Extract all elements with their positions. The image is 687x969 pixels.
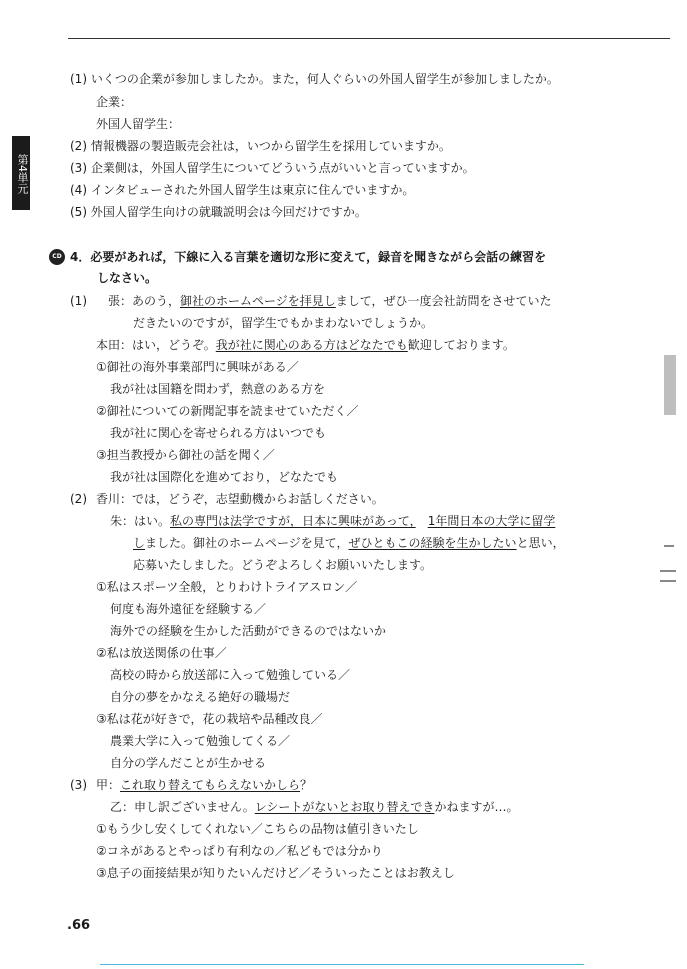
answer-label-students: 外国人留学生： <box>96 117 181 131</box>
top-rule <box>68 38 670 39</box>
scan-artifact <box>664 545 674 547</box>
answer-label-companies: 企業： <box>96 95 133 109</box>
question-4: (4) インタビューされた外国人留学生は東京に住んでいますか。 <box>70 183 415 197</box>
dialogue-3-line-2: 乙：申し訳ございません。レシートがないとお取り替えできかねますが…。 <box>110 800 519 814</box>
dialogue-1-option: ③担当教授から御社の話を聞く／ <box>96 448 275 462</box>
dialogue-2-option: 何度も海外遠征を経験する／ <box>110 602 267 616</box>
scan-artifact <box>664 355 676 415</box>
dialogue-2-option: ③私は花が好きで，花の栽培や品種改良／ <box>96 712 323 726</box>
dialogue-1-line-1: 張：あのう，御社のホームページを拝見しまして，ぜひ一度会社訪問をさせていた <box>108 294 552 308</box>
dialogue-1-line-3: 本田：はい，どうぞ。我が社に関心のある方はどなたでも歓迎しております。 <box>96 338 515 352</box>
dialogue-3-number: (3) <box>70 778 87 792</box>
dialogue-1-option: 我が社に関心を寄せられる方はいつでも <box>110 426 327 440</box>
dialogue-1-option: ①御社の海外事業部門に興味がある／ <box>96 360 299 374</box>
dialogue-2-option: ①私はスポーツ全般，とりわけトライアスロン／ <box>96 580 358 594</box>
dialogue-2-line-4: 応募いたしました。どうぞよろしくお願いいたします。 <box>133 558 433 572</box>
scan-artifact <box>660 580 676 582</box>
dialogue-2-number: (2) <box>70 492 87 506</box>
dialogue-2-line-3: しました。御社のホームページを見て，ぜひともこの経験を生かしたいと思い， <box>133 536 565 550</box>
dialogue-1-option: 我が社は国籍を問わず，熱意のある方を <box>110 382 326 396</box>
dialogue-3-option: ③息子の面接結果が知りたいんだけど／そういったことはお教えし <box>96 866 455 880</box>
scan-artifact <box>660 570 676 572</box>
dialogue-1-line-2: だきたいのですが，留学生でもかまわないでしょうか。 <box>133 316 434 330</box>
dialogue-2-option: ②私は放送関係の仕事／ <box>96 646 227 660</box>
dialogue-2-option: 自分の夢をかなえる絶好の職場だ <box>110 690 291 704</box>
dialogue-2-line-2: 朱：はい。私の専門は法学ですが，日本に興味があって， 1年間日本の大学に留学 <box>110 514 556 528</box>
dialogue-1-option: 我が社は国際化を進めており，どなたでも <box>110 470 339 484</box>
cd-audio-icon: CD <box>49 249 65 265</box>
question-3: (3) 企業側は，外国人留学生についてどういう点がいいと言っていますか。 <box>70 161 475 175</box>
bottom-rule <box>100 964 584 965</box>
dialogue-2-option: 海外での経験を生かした活動ができるのではないか <box>110 624 387 638</box>
dialogue-1-number: (1) <box>70 294 87 308</box>
dialogue-3-option: ②コネがあるとやっぱり有利なの／私どもでは分かり <box>96 844 383 858</box>
dialogue-2-line-1: 香川：では，どうぞ，志望動機からお話しください。 <box>96 492 384 506</box>
dialogue-2-option: 高校の時から放送部に入って勉強している／ <box>110 668 351 682</box>
question-5: (5) 外国人留学生向けの就職説明会は今回だけですか。 <box>70 205 367 219</box>
dialogue-3-option: ①もう少し安くしてくれない／こちらの品物は値引きいたし <box>96 822 419 836</box>
question-2: (2) 情報機器の製造販売会社は，いつから留学生を採用していますか。 <box>70 139 451 153</box>
dialogue-2-option: 農業大学に入って勉強してくる／ <box>110 734 291 748</box>
unit-tab: 第4単元 <box>12 136 30 210</box>
dialogue-2-option: 自分の学んだことが生かせる <box>110 756 267 770</box>
page-number: .66 <box>67 918 91 933</box>
dialogue-3-line-1: 甲：これ取り替えてもらえないかしら？ <box>96 778 313 792</box>
dialogue-1-option: ②御社についての新聞記事を読ませていただく／ <box>96 404 359 418</box>
question-1: (1) いくつの企業が参加しましたか。また，何人ぐらいの外国人留学生が参加しましたか。 <box>70 72 559 86</box>
exercise-4-title-cont: しなさい。 <box>97 271 158 285</box>
exercise-4-title: 4．必要があれば，下線に入る言葉を適切な形に変えて，録音を聞きながら会話の練習を <box>70 250 547 264</box>
